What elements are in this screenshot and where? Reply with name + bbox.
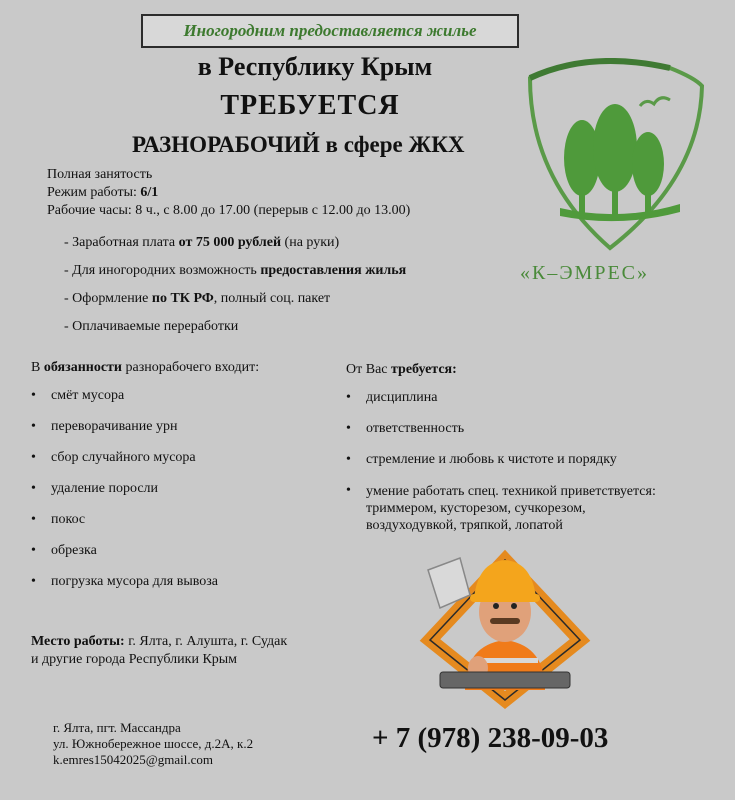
address-line1: г. Ялта, пгт. Массандра: [53, 720, 181, 735]
list-item: • переворачивание урн: [31, 419, 178, 434]
working-hours: Рабочие часы: 8 ч., с 8.00 до 17.00 (перерыв с 12.00 до 13.00): [47, 203, 411, 218]
list-item: • покос: [31, 512, 86, 527]
list-item: • сбор случайного мусора: [31, 450, 196, 465]
list-item: • стремление и любовь к чистоте и порядку: [346, 452, 617, 467]
list-item: • ответственность: [346, 421, 465, 436]
headline-required: ТРЕБУЕТСЯ: [220, 90, 400, 121]
company-logo-text: «К–ЭМРЕС»: [520, 262, 650, 284]
duties-title: В обязанности разнорабочего входит:: [31, 360, 260, 375]
list-item: • дисциплина: [346, 390, 438, 405]
list-item: • погрузка мусора для вывоза: [31, 574, 218, 589]
workplace: Место работы: г. Ялта, г. Алушта, г. Судак и другие города Республики Крым: [31, 634, 288, 667]
perk-salary: - Заработная плата от 75 000 рублей (на руки): [64, 235, 340, 250]
list-item: • обрезка: [31, 543, 97, 558]
requirements-list: [346, 390, 656, 534]
job-info: [47, 166, 410, 220]
perks-list: [64, 233, 406, 345]
contact-address: [53, 720, 253, 768]
housing-banner: Иногородним предоставляется жилье: [141, 14, 519, 48]
list-item: • смёт мусора: [31, 388, 125, 403]
employment-type: Полная занятость: [47, 167, 153, 182]
headline-region: в Республику Крым: [197, 52, 433, 81]
perk-registration: - Оформление по ТК РФ, полный соц. пакет: [64, 291, 331, 306]
duties-list: [31, 388, 218, 605]
worker-illustration: [410, 540, 600, 710]
requirements-title: От Вас требуется:: [346, 362, 457, 377]
perk-housing: - Для иногородних возможность предоставления жилья: [64, 263, 407, 278]
address-line2: ул. Южнобережное шоссе, д.2А, к.2: [53, 736, 254, 751]
email-link[interactable]: k.emres15042025@gmail.com: [53, 752, 213, 767]
list-item-equipment: • умение работать спец. техникой приветствуется: триммером, кусторезом, сучкорезом, воздуходувкой, тряпкой, лопатой: [346, 483, 656, 533]
schedule: Режим работы: 6/1: [47, 185, 159, 200]
phone-number[interactable]: + 7 (978) 238-09-03: [372, 722, 609, 754]
list-item: • удаление поросли: [31, 481, 159, 496]
company-logo-shield: [520, 58, 720, 258]
perk-overtime: - Оплачиваемые переработки: [64, 319, 239, 334]
headline-position: РАЗНОРАБОЧИЙ в сфере ЖКХ: [132, 132, 465, 157]
